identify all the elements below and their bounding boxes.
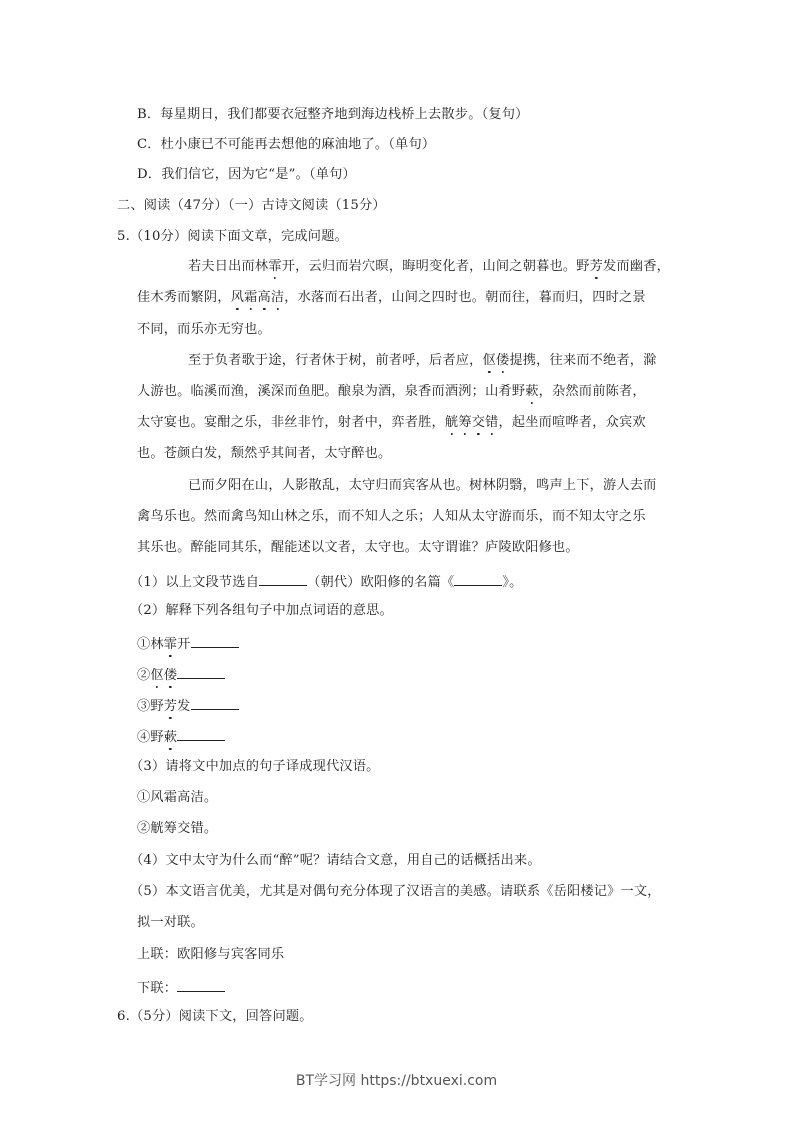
emphasis-dot-char: 霏 [268,259,282,274]
passage-p3-line1: 已而夕阳在山，人影散乱，太守归而宾客从也。树林阴翳，鸣声上下，游人去而 [188,478,657,493]
passage-p2-line1: 至于负者歌于途，行者休于树，前者呼，后者应，伛偻提携，往来而不绝者，滁 [188,353,657,368]
emphasis-dot-char: 芳 [589,259,604,274]
question-5-stem: 5.（10分）阅读下面文章，完成问题。 [117,229,348,244]
answer-blank-title[interactable] [454,571,502,586]
sub-question-4: （4）文中太守为什么而“醉”呢？请结合文意，用自己的话概括出来。 [130,853,541,868]
option-b: B．每星期日，我们都要衣冠整齐地到海边栈桥上去散步。（复句） [137,107,529,122]
answer-blank[interactable] [191,695,239,710]
answer-blank-dynasty[interactable] [259,571,307,586]
passage-p3-line3: 其乐也。醉能同其乐，醒能述以文者，太守也。太守谓谁？庐陵欧阳修也。 [137,540,579,555]
answer-blank[interactable] [191,633,239,648]
couplet-lower: 下联： [137,977,225,998]
sub-question-5-line2: 拟一对联。 [137,915,204,930]
passage-p2-line2: 人游也。临溪而渔，溪深而鱼肥。酿泉为酒，泉香而酒洌；山肴野蔌，杂然而前陈者， [137,384,646,399]
answer-blank-couplet[interactable] [177,977,225,992]
answer-blank[interactable] [177,664,225,679]
passage-p2-line3: 太守宴也。宴酣之乐，非丝非竹，射者中，弈者胜，觥筹交错，起坐而喧哗者，众宾欢 [137,415,646,430]
sub-question-3: （3）请将文中加点的句子译成现代汉语。 [130,759,380,774]
sub3-item-1: ①风霜高洁。 [137,790,218,805]
passage-p2-line4: 也。苍颜白发，颓然乎其间者，太守醉也。 [137,446,392,461]
passage-p1-line1: 若夫日出而林霏开，云归而岩穴暝，晦明变化者，山间之朝暮也。野芳发而幽香， [188,259,670,274]
section-heading: 二、阅读（47分）（一）古诗文阅读（15分） [117,198,386,213]
option-d: D．我们信它，因为它“是”。（单句） [137,167,356,182]
sub2-item-4: ④野蔌 [137,726,225,747]
sub2-item-2: ②伛偻 [137,664,225,685]
sub3-item-2: ②觥筹交错。 [137,821,218,836]
passage-p1-line3: 不同，而乐亦无穷也。 [137,322,271,337]
sub-question-1: （1）以上文段节选自 （朝代）欧阳修的名篇《 》。 [130,571,523,592]
footer-watermark: BT学习网 https://btxuexi.com [295,1073,498,1089]
sub2-item-1: ①林霏开 [137,633,239,654]
passage-p3-line2: 禽鸟乐也。然而禽鸟知山林之乐，而不知人之乐；人知从太守游而乐，而不知太守之乐 [137,509,646,524]
sub-question-5-line1: （5）本文语言优美，尤其是对偶句充分体现了汉语言的美感。请联系《岳阳楼记》一文， [130,884,661,899]
answer-blank[interactable] [177,726,225,741]
sub2-item-3: ③野芳发 [137,695,239,716]
question-6-stem: 6.（5分）阅读下文，回答问题。 [117,1009,313,1024]
option-c: C．杜小康已不可能再去想他的麻油地了。（单句） [137,137,436,152]
sub-question-2: （2）解释下列各组句子中加点词语的意思。 [130,603,393,618]
passage-p1-line2: 佳木秀而繁阴，风霜高洁，水落而石出者，山间之四时也。朝而往，暮而归，四时之景 [137,290,646,305]
couplet-upper: 上联：欧阳修与宾客同乐 [137,947,285,962]
